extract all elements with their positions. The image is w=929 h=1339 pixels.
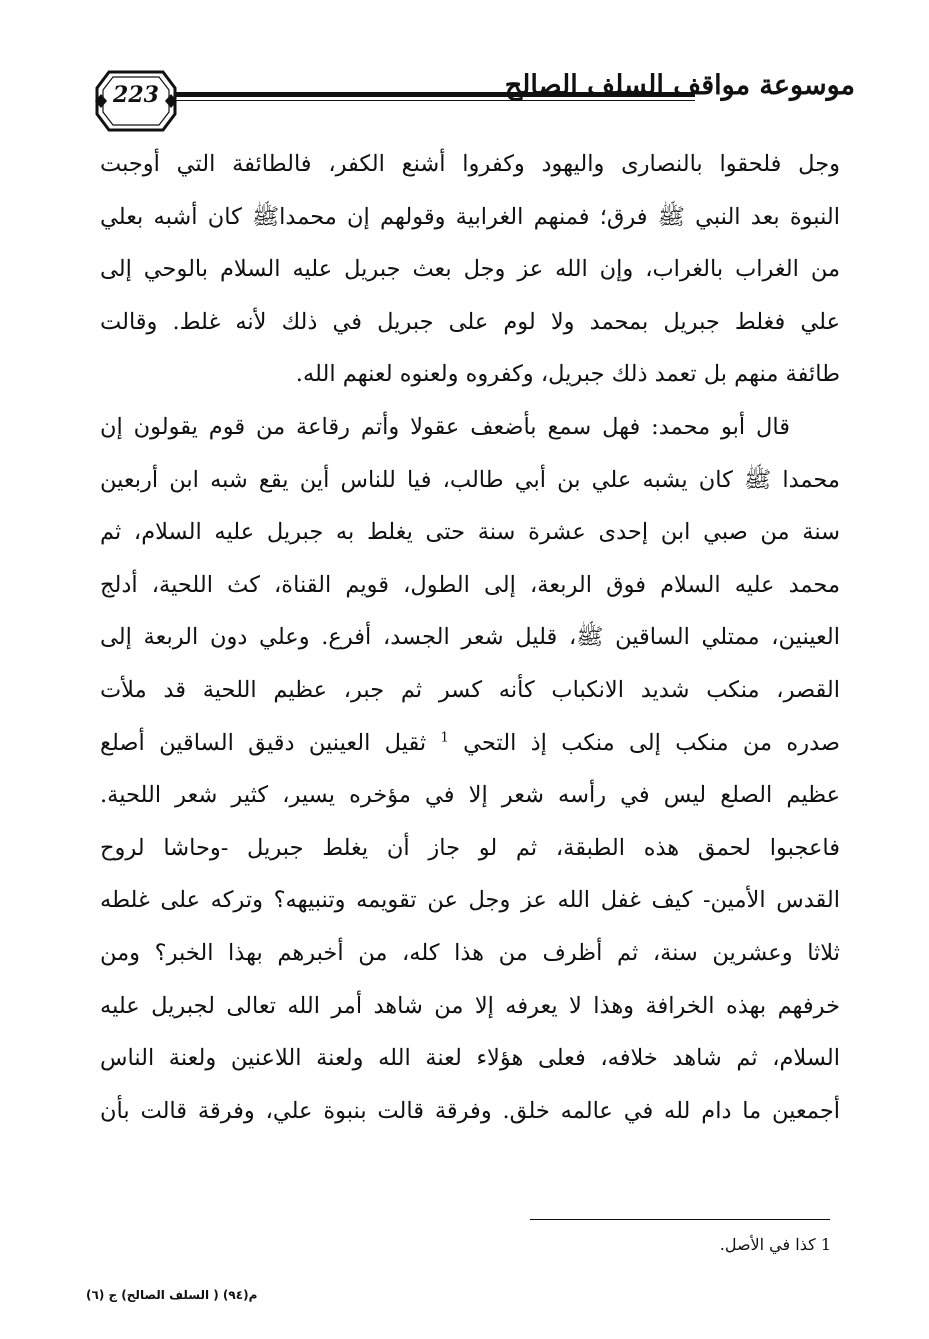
series-title: موسوعة مواقف السلف الصالح [504, 70, 855, 101]
page-number: 223 [113, 82, 159, 108]
line-start-text: صدره من منكب إلى منكب إذ التحي [463, 729, 840, 756]
text-line: محمد عليه السلام فوق الربعة، إلى الطول، قويم القناة، كث اللحية، أدلج [100, 571, 840, 598]
text-line: العينين، ممتلي الساقين ﷺ، قليل شعر الجسد، أفرع. وعلي دون الربعة إلى [100, 624, 840, 651]
printer-signature: م(٩٤) ( السلف الصالح) ج (٦) [86, 1288, 258, 1302]
text-line: ثلاثا وعشرين سنة، ثم أظرف من هذا كله، من أخبرهم بهذا الخبر؟ ومن [100, 939, 840, 966]
text-line-with-footnote [100, 717, 840, 770]
body-text [100, 138, 840, 1137]
text-line: السلام، ثم شاهد خلافه، فعلى هؤلاء لعنة الله ولعنة اللاعنين ولعنة الناس [100, 1045, 840, 1072]
text-line: طائفة منهم بل تعمد ذلك جبريل، وكفروه ولعنوه لعنهم الله. [295, 361, 840, 388]
text-line: وجل فلحقوا بالنصارى واليهود وكفروا أشنع الكفر، فالطائفة التي أوجبت [100, 151, 840, 177]
text-line: النبوة بعد النبي ﷺ فرق؛ فمنهم الغرابية وقولهم إن محمداﷺ كان أشبه بعلي [100, 203, 840, 230]
text-line: أجمعين ما دام لله في عالمه خلق. وفرقة قالت بنبوة علي، وفرقة قالت بأن [100, 1097, 840, 1124]
footnote-number: 1 [820, 1235, 831, 1254]
text-line: قال أبو محمد: فهل سمع بأضعف عقولا وأتم رقاعة من قوم يقولون إن [100, 413, 790, 440]
text-line: من الغراب بالغراب، وإن الله عز وجل بعث جبريل عليه السلام بالوحي إلى [100, 256, 840, 283]
footnote-reference[interactable]: 1 [440, 730, 449, 746]
text-line: سنة من صبي ابن إحدى عشرة سنة حتى يغلط به جبريل عليه السلام، ثم [100, 519, 840, 546]
line-end-text: ثقيل العينين دقيق الساقين أصلع [100, 729, 427, 756]
text-line: علي فغلط جبريل بمحمد ولا لوم على جبريل في ذلك لأنه غلط. وقالت [100, 308, 840, 335]
text-line: خرفهم بهذه الخرافة وهذا لا يعرفه إلا من شاهد أمر الله تعالى لجبريل عليه [100, 992, 840, 1019]
text-line: عظيم الصلع ليس في رأسه شعر إلا في مؤخره يسير، كثير شعر اللحية. [100, 782, 840, 809]
footnote-separator [530, 1219, 830, 1220]
text-line: فاعجبوا لحمق هذه الطبقة، ثم لو جاز أن يغلط جبريل -وحاشا لروح [100, 834, 840, 861]
page-number-badge [95, 68, 177, 134]
footnote [720, 1235, 831, 1254]
text-line: القصر، منكب شديد الانكباب كأنه كسر ثم جبر، عظيم اللحية قد ملأت [100, 676, 840, 703]
text-line: القدس الأمين- كيف غفل الله عز وجل عن تقويمه وتنبيهه؟ وتركه على غلطه [100, 887, 840, 914]
text-line: محمدا ﷺ كان يشبه علي بن أبي طالب، فيا للناس أين يقع شبه ابن أربعين [100, 466, 840, 493]
page-header [95, 62, 855, 140]
footnote-text: كذا في الأصل. [719, 1235, 816, 1254]
